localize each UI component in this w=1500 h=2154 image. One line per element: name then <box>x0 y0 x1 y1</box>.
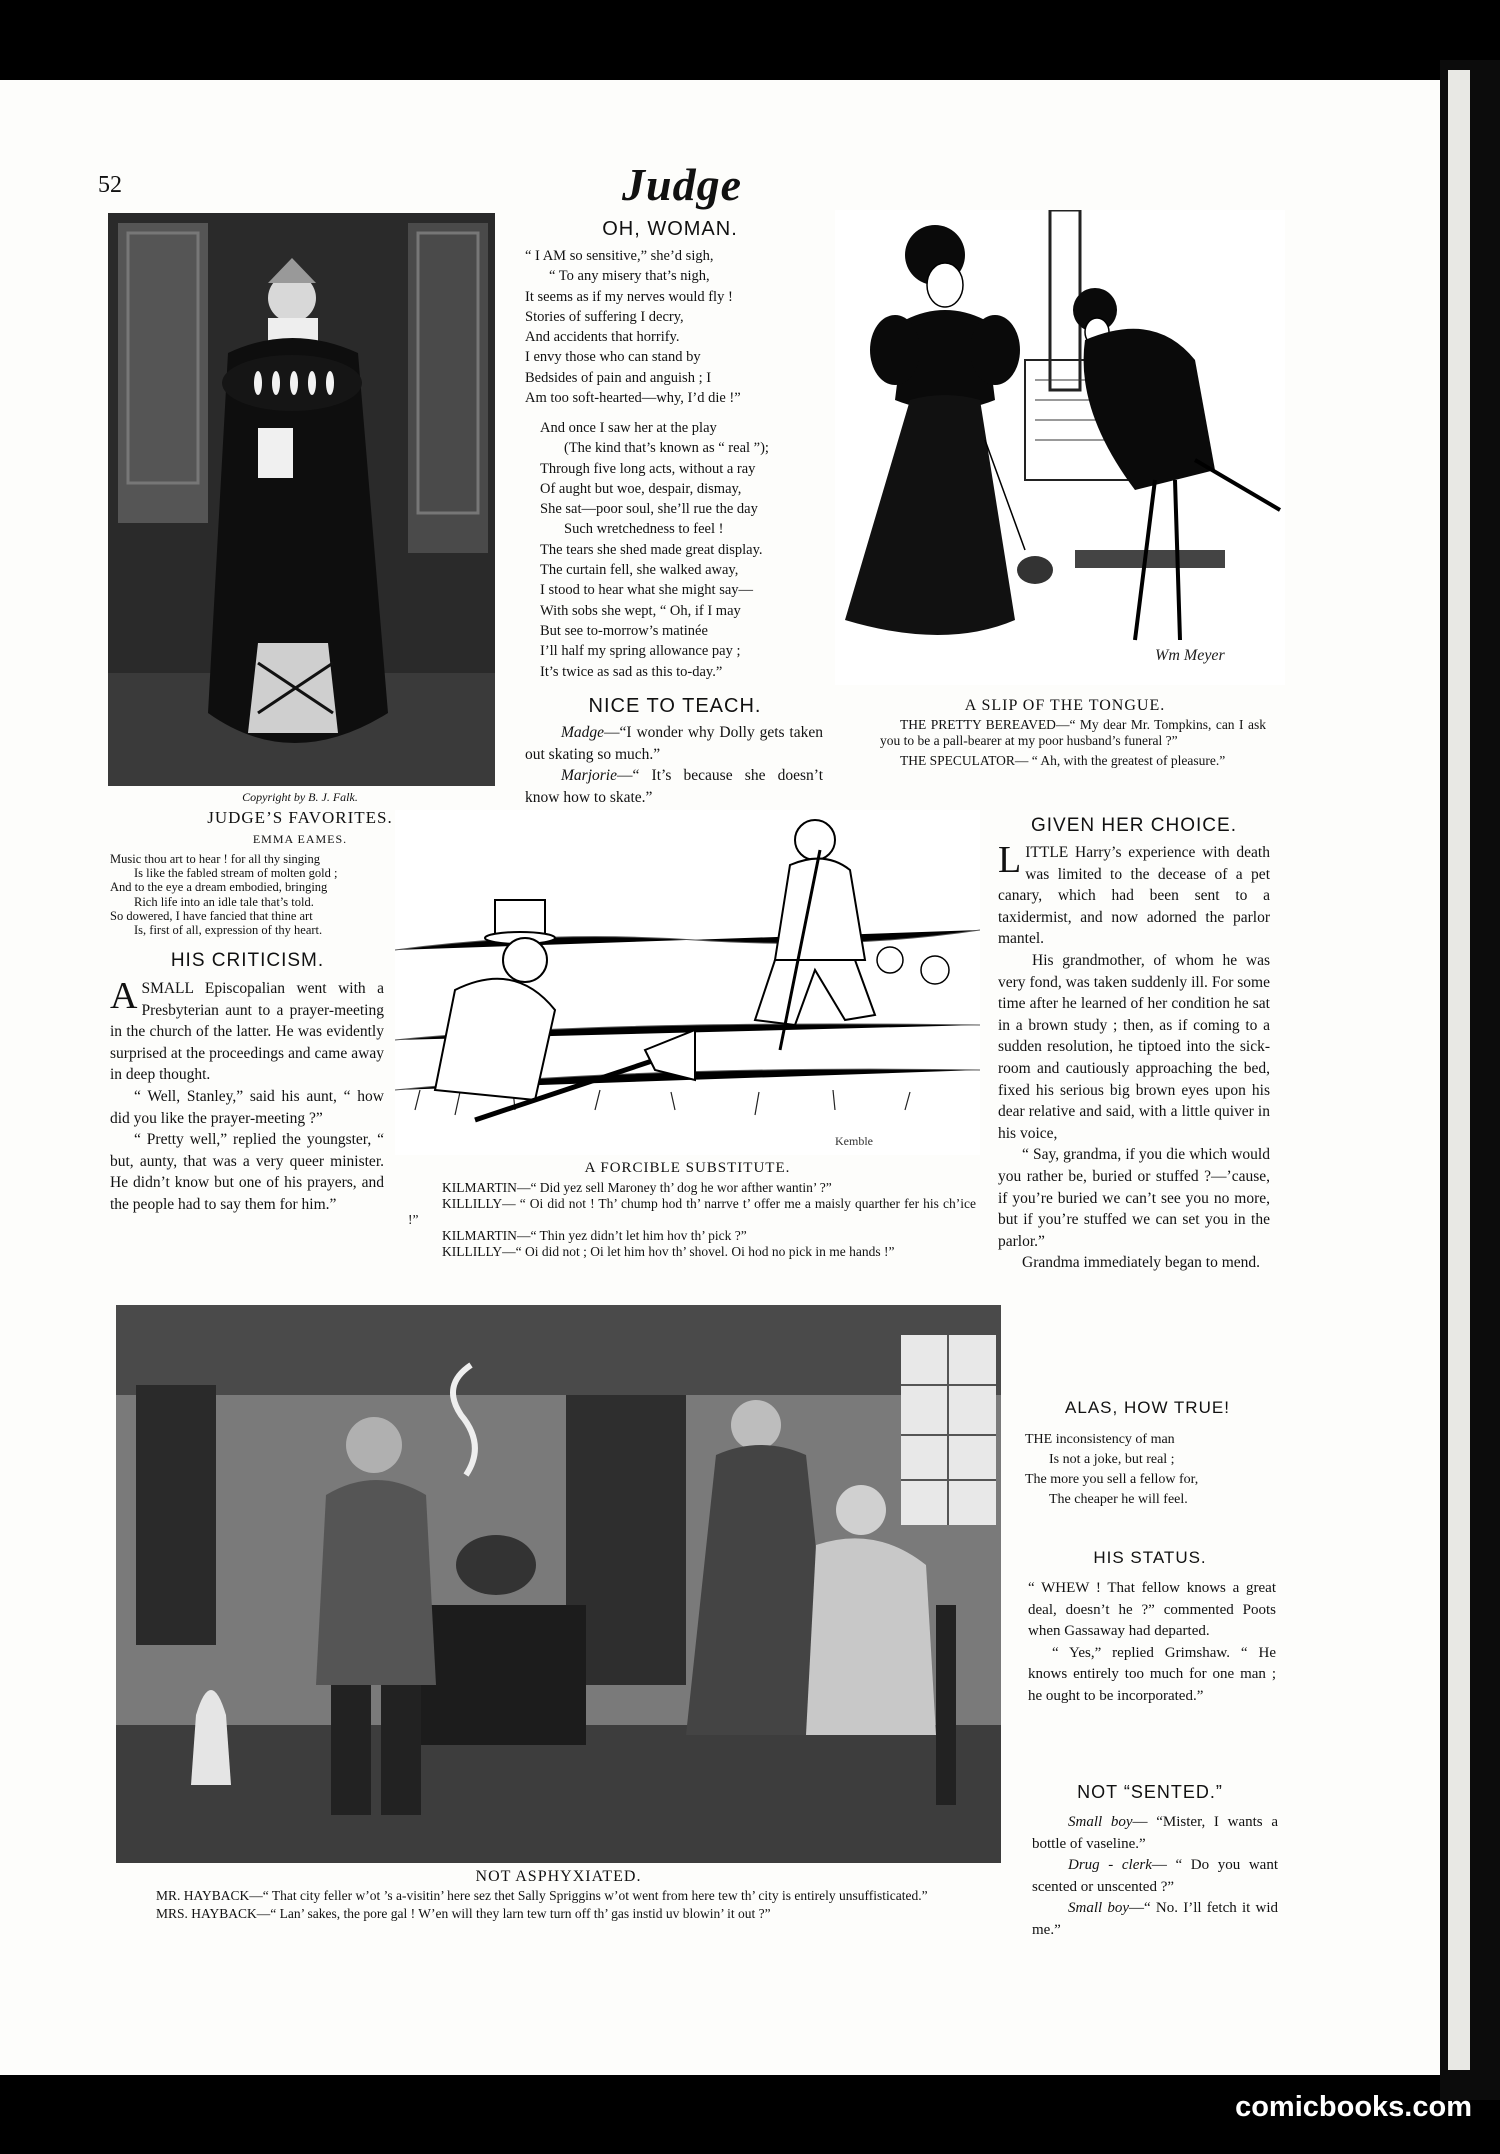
oh-woman-stanza-2 <box>540 418 830 682</box>
verse-line: So dowered, I have fancied that thine art <box>110 908 313 923</box>
poem-line: With sobs she wept, “ Oh, if I may <box>540 602 741 619</box>
not-asphyxiated-illustration <box>116 1305 1001 1863</box>
poem-line: (The kind that’s known as “ real ”); <box>564 440 769 457</box>
poem-line: It seems as if my nerves would fly ! <box>525 288 733 305</box>
poem-line: And once I saw her at the play <box>540 420 717 436</box>
alas-verse <box>1025 1430 1285 1510</box>
choice-title: GIVEN HER CHOICE. <box>1031 815 1237 836</box>
status-title: HIS STATUS. <box>1093 1548 1207 1567</box>
poem-line: She sat—poor soul, she’ll rue the day <box>540 501 758 518</box>
emma-eames-photograph <box>108 213 495 786</box>
choice-body: LITTLE Harry’s experience with death was limited to the decease of a pet canary, which had been sent to a taxidermist, and now adorned the parlor mantel. His grandmother, of whom he was very fond, was taken suddenly ill. For some time after he learned of her condition he sat in a brown study ; then, as if coming to a sudden resolution, he tiptoed into the sick-room and cautiously approaching the bed, fixed his serious big brown eyes upon his dear relative and said, with a little quiver in his voice, “ Say, grandma, if you die which would you rather be, buried or stuffed ?—’cause, if you’re buried we can’t see you no more, but if you’re stuffed we can set you in the parlor.” Grandma immediately began to mend. <box>998 839 1270 1272</box>
poem-line: But see to-morrow’s matinée <box>540 622 708 639</box>
favorites-title: JUDGE’S FAVORITES. <box>207 808 393 827</box>
poem-line: I stood to hear what she might say— <box>540 582 754 599</box>
poem-line: Through five long acts, without a ray <box>540 460 756 477</box>
artist-signature: Wm Meyer <box>1155 647 1225 664</box>
masthead: Judge <box>622 159 742 210</box>
slip-of-tongue-illustration <box>835 210 1285 685</box>
oh-woman-stanza-1 <box>525 246 815 408</box>
verse-line: Is, first of all, expression of thy heart. <box>134 923 323 938</box>
poem-line: Stories of suffering I decry, <box>525 308 684 325</box>
verse-line: Is not a joke, but real ; <box>1049 1452 1175 1467</box>
nice-to-teach-body: Madge—“I wonder why Dolly gets taken out skating so much.” Marjorie—“ It’s because she doesn’t know how to skate.” <box>525 724 823 806</box>
poem-line: Such wretchedness to feel ! <box>564 521 724 538</box>
criticism-title: HIS CRITICISM. <box>170 950 325 971</box>
page-number: 52 <box>98 172 122 198</box>
poem-line: Of aught but woe, despair, dismay, <box>540 480 742 497</box>
poem-line: I’ll half my spring allowance pay ; <box>540 643 741 660</box>
nice-to-teach-title: NICE TO TEACH. <box>588 695 762 717</box>
poem-line: And accidents that horrify. <box>525 329 680 346</box>
poem-line: Am too soft-hearted—why, I’d die !” <box>525 390 741 407</box>
verse-line: THE inconsistency of man <box>1025 1432 1175 1447</box>
favorites-subject: EMMA EAMES. <box>252 832 348 846</box>
verse-line: The cheaper he will feel. <box>1049 1492 1188 1507</box>
verse-line: And to the eye a dream embodied, bringing <box>110 880 328 895</box>
poem-line: The curtain fell, she walked away, <box>540 562 739 579</box>
verse-line: The more you sell a fellow for, <box>1025 1472 1199 1487</box>
artist-signature: Kemble <box>835 1134 873 1148</box>
poem-line: Bedsides of pain and anguish ; I <box>525 369 712 386</box>
verse-line: Rich life into an idle tale that’s told. <box>134 894 314 909</box>
sented-title: NOT “SENTED.” <box>1077 1782 1223 1802</box>
poem-line: The tears she shed made great display. <box>540 541 763 558</box>
binding-edge <box>1440 60 1500 2100</box>
slip-caption: THE PRETTY BEREAVED—“ My dear Mr. Tompkins, can I ask you to be a pall-bearer at my poor husband’s funeral ?” THE SPECULATOR— “ Ah, with the greatest of pleasure.” <box>880 717 1266 768</box>
forcible-substitute-illustration <box>395 810 980 1155</box>
alas-title: ALAS, HOW TRUE! <box>1065 1398 1230 1417</box>
poem-line: “ I AM so sensitive,” she’d sigh, <box>525 248 714 264</box>
photo-credit: Copyright by B. J. Falk. <box>242 790 358 804</box>
slip-title: A SLIP OF THE TONGUE. <box>964 697 1166 714</box>
forcible-title: A FORCIBLE SUBSTITUTE. <box>584 1160 791 1176</box>
asphyxiated-title: NOT ASPHYXIATED. <box>475 1868 642 1885</box>
sented-body: Small boy— “Mister, I wants a bottle of vaseline.” Drug - clerk— “ Do you want scented or unscented ?” Small boy—“ No. I’ll fetch it wid me.” <box>1032 1814 1279 1938</box>
oh-woman-title: OH, WOMAN. <box>602 218 738 240</box>
forcible-caption: KILMARTIN—“ Did yez sell Maroney th’ dog he wor afther wantin’ ?” KILLILLY— “ Oi did not ! Th’ chump hod th’ narrve t’ offer me a maisly quarther fer his ch’ice !” KILMARTIN—“ Thin yez didn’t let him hov th’ pick ?” KILLILLY—“ Oi did not ; Oi let him hov th’ shovel. Oi hod no pick in me hands !” <box>408 1180 976 1259</box>
verse-line: Is like the fabled stream of molten gold ; <box>134 866 338 881</box>
site-watermark: comicbooks.com <box>1235 2091 1472 2123</box>
status-body: “ WHEW ! That fellow knows a great deal, doesn’t he ?” commented Poots when Gassaway had departed. “ Yes,” replied Grimshaw. “ He knows entirely too much for one man ; he ought to be incorporated.” <box>1028 1580 1276 1704</box>
asphyxiated-caption: MR. HAYBACK—“ That city feller w’ot ’s a-visitin’ here sez thet Sally Spriggins w’ot went from here tew th’ city is entirely unsuffisticated.” MRS. HAYBACK—“ Lan’ sakes, the pore gal ! W’en will they larn tew turn off th’ gas instid uv blowin’ it out ?” <box>156 1888 928 1921</box>
verse-line: Music thou art to hear ! for all thy singing <box>110 852 321 866</box>
criticism-body: ASMALL Episcopalian went with a Presbyterian aunt to a prayer-meeting in the church of the latter. He was evidently surprised at the proceedings and came away in deep thought. “ Well, Stanley,” said his aunt, “ how did you like the prayer-meeting ?” “ Pretty well,” replied the youngster, “ but, aunty, that was a very queer minister. He didn’t know but one of his prayers, and the people had to say them for him.” <box>110 975 384 1213</box>
poem-line: It’s twice as sad as this to-day.” <box>540 663 723 680</box>
poem-line: “ To any misery that’s nigh, <box>549 268 710 285</box>
poem-line: I envy those who can stand by <box>525 349 701 366</box>
